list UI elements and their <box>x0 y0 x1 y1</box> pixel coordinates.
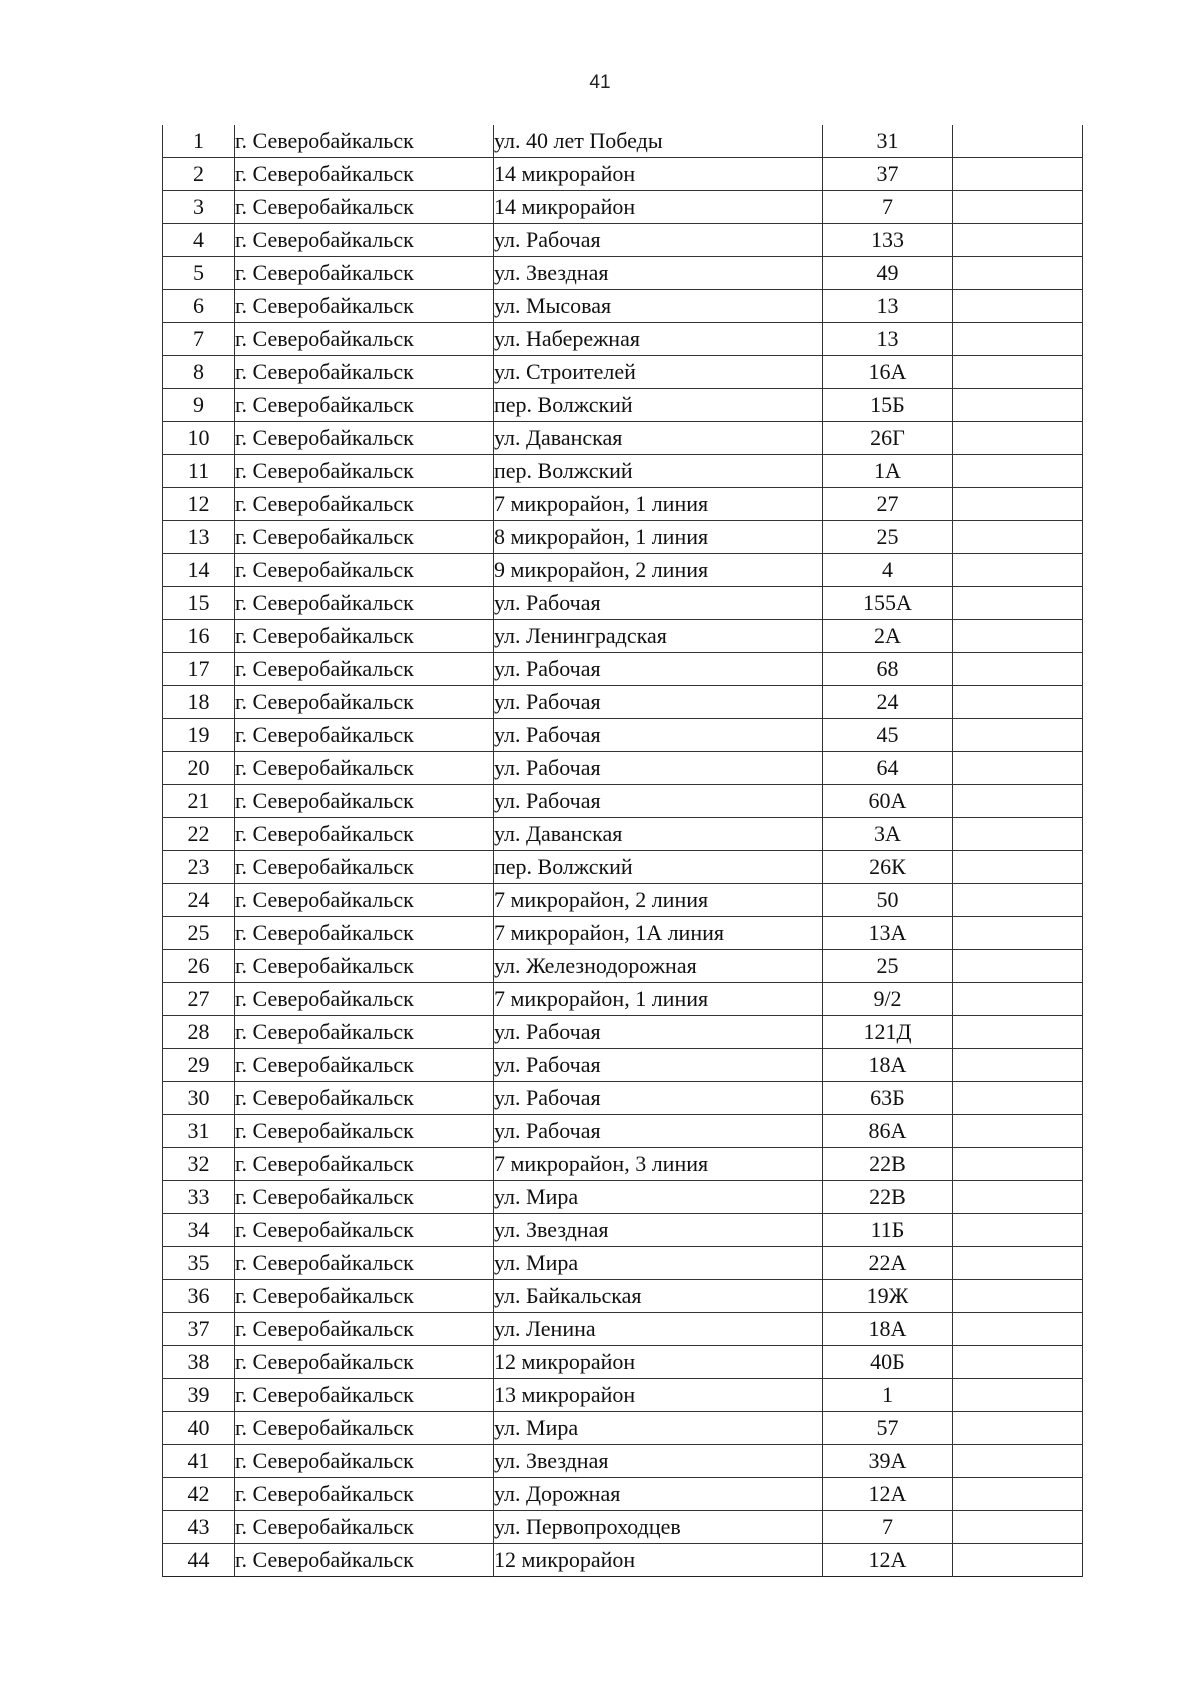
row-number-cell: 40 <box>163 1412 235 1445</box>
table-row <box>163 488 1083 521</box>
street-cell: ул. Набережная <box>494 323 823 356</box>
table-row <box>163 686 1083 719</box>
row-number-cell: 29 <box>163 1049 235 1082</box>
empty-cell <box>953 224 1083 257</box>
city-cell: г. Северобайкальск <box>235 1511 494 1544</box>
table-row <box>163 653 1083 686</box>
city-cell: г. Северобайкальск <box>235 917 494 950</box>
empty-cell <box>953 1082 1083 1115</box>
house-number-cell: 12А <box>823 1478 953 1511</box>
row-number-cell: 2 <box>163 158 235 191</box>
house-number-cell: 13 <box>823 290 953 323</box>
row-number-cell: 21 <box>163 785 235 818</box>
row-number-cell: 17 <box>163 653 235 686</box>
city-cell: г. Северобайкальск <box>235 818 494 851</box>
house-number-cell: 133 <box>823 224 953 257</box>
table-row <box>163 1313 1083 1346</box>
street-cell: ул. Мира <box>494 1247 823 1280</box>
address-table <box>162 125 1083 1577</box>
street-cell: 7 микрорайон, 3 линия <box>494 1148 823 1181</box>
street-cell: ул. Рабочая <box>494 719 823 752</box>
row-number-cell: 43 <box>163 1511 235 1544</box>
row-number-cell: 13 <box>163 521 235 554</box>
street-cell: ул. Рабочая <box>494 653 823 686</box>
city-cell: г. Северобайкальск <box>235 554 494 587</box>
row-number-cell: 20 <box>163 752 235 785</box>
empty-cell <box>953 1379 1083 1412</box>
empty-cell <box>953 1148 1083 1181</box>
street-cell: ул. Рабочая <box>494 686 823 719</box>
row-number-cell: 11 <box>163 455 235 488</box>
city-cell: г. Северобайкальск <box>235 488 494 521</box>
street-cell: ул. Мира <box>494 1181 823 1214</box>
street-cell: 7 микрорайон, 2 линия <box>494 884 823 917</box>
city-cell: г. Северобайкальск <box>235 422 494 455</box>
empty-cell <box>953 719 1083 752</box>
table-row <box>163 224 1083 257</box>
row-number-cell: 35 <box>163 1247 235 1280</box>
house-number-cell: 19Ж <box>823 1280 953 1313</box>
city-cell: г. Северобайкальск <box>235 1346 494 1379</box>
street-cell: ул. Рабочая <box>494 1115 823 1148</box>
street-cell: 7 микрорайон, 1 линия <box>494 488 823 521</box>
table-row <box>163 587 1083 620</box>
row-number-cell: 36 <box>163 1280 235 1313</box>
house-number-cell: 45 <box>823 719 953 752</box>
table-row <box>163 323 1083 356</box>
city-cell: г. Северобайкальск <box>235 224 494 257</box>
house-number-cell: 25 <box>823 521 953 554</box>
city-cell: г. Северобайкальск <box>235 1313 494 1346</box>
city-cell: г. Северобайкальск <box>235 1049 494 1082</box>
row-number-cell: 39 <box>163 1379 235 1412</box>
row-number-cell: 19 <box>163 719 235 752</box>
house-number-cell: 1 <box>823 1379 953 1412</box>
street-cell: 13 микрорайон <box>494 1379 823 1412</box>
empty-cell <box>953 752 1083 785</box>
house-number-cell: 49 <box>823 257 953 290</box>
street-cell: пер. Волжский <box>494 455 823 488</box>
row-number-cell: 27 <box>163 983 235 1016</box>
table-row <box>163 158 1083 191</box>
city-cell: г. Северобайкальск <box>235 1181 494 1214</box>
house-number-cell: 25 <box>823 950 953 983</box>
street-cell: пер. Волжский <box>494 389 823 422</box>
house-number-cell: 50 <box>823 884 953 917</box>
street-cell: ул. Дорожная <box>494 1478 823 1511</box>
table-row <box>163 257 1083 290</box>
empty-cell <box>953 290 1083 323</box>
empty-cell <box>953 488 1083 521</box>
address-table-body <box>163 125 1083 1577</box>
house-number-cell: 7 <box>823 191 953 224</box>
table-row <box>163 785 1083 818</box>
house-number-cell: 24 <box>823 686 953 719</box>
empty-cell <box>953 1049 1083 1082</box>
table-row <box>163 1214 1083 1247</box>
street-cell: ул. Звездная <box>494 1445 823 1478</box>
street-cell: ул. Даванская <box>494 422 823 455</box>
city-cell: г. Северобайкальск <box>235 290 494 323</box>
row-number-cell: 28 <box>163 1016 235 1049</box>
empty-cell <box>953 323 1083 356</box>
street-cell: ул. Рабочая <box>494 1016 823 1049</box>
table-row <box>163 290 1083 323</box>
street-cell: 8 микрорайон, 1 линия <box>494 521 823 554</box>
empty-cell <box>953 158 1083 191</box>
empty-cell <box>953 1016 1083 1049</box>
city-cell: г. Северобайкальск <box>235 323 494 356</box>
row-number-cell: 16 <box>163 620 235 653</box>
house-number-cell: 22В <box>823 1148 953 1181</box>
street-cell: ул. 40 лет Победы <box>494 125 823 158</box>
street-cell: ул. Рабочая <box>494 587 823 620</box>
table-row <box>163 125 1083 158</box>
house-number-cell: 13 <box>823 323 953 356</box>
empty-cell <box>953 1544 1083 1577</box>
empty-cell <box>953 950 1083 983</box>
table-row <box>163 719 1083 752</box>
house-number-cell: 26Г <box>823 422 953 455</box>
table-row <box>163 1280 1083 1313</box>
street-cell: 14 микрорайон <box>494 158 823 191</box>
row-number-cell: 44 <box>163 1544 235 1577</box>
table-row <box>163 1049 1083 1082</box>
table-row <box>163 1181 1083 1214</box>
city-cell: г. Северобайкальск <box>235 356 494 389</box>
empty-cell <box>953 389 1083 422</box>
empty-cell <box>953 191 1083 224</box>
empty-cell <box>953 1313 1083 1346</box>
row-number-cell: 8 <box>163 356 235 389</box>
city-cell: г. Северобайкальск <box>235 1016 494 1049</box>
house-number-cell: 18А <box>823 1049 953 1082</box>
city-cell: г. Северобайкальск <box>235 620 494 653</box>
empty-cell <box>953 620 1083 653</box>
house-number-cell: 64 <box>823 752 953 785</box>
empty-cell <box>953 1346 1083 1379</box>
street-cell: 12 микрорайон <box>494 1544 823 1577</box>
empty-cell <box>953 686 1083 719</box>
table-row <box>163 554 1083 587</box>
street-cell: ул. Байкальская <box>494 1280 823 1313</box>
empty-cell <box>953 554 1083 587</box>
table-row <box>163 620 1083 653</box>
city-cell: г. Северобайкальск <box>235 1412 494 1445</box>
row-number-cell: 22 <box>163 818 235 851</box>
city-cell: г. Северобайкальск <box>235 1148 494 1181</box>
row-number-cell: 23 <box>163 851 235 884</box>
street-cell: ул. Рабочая <box>494 785 823 818</box>
street-cell: пер. Волжский <box>494 851 823 884</box>
house-number-cell: 121Д <box>823 1016 953 1049</box>
house-number-cell: 68 <box>823 653 953 686</box>
row-number-cell: 7 <box>163 323 235 356</box>
house-number-cell: 40Б <box>823 1346 953 1379</box>
row-number-cell: 3 <box>163 191 235 224</box>
house-number-cell: 12А <box>823 1544 953 1577</box>
row-number-cell: 10 <box>163 422 235 455</box>
city-cell: г. Северобайкальск <box>235 653 494 686</box>
city-cell: г. Северобайкальск <box>235 125 494 158</box>
city-cell: г. Северобайкальск <box>235 785 494 818</box>
table-row <box>163 1412 1083 1445</box>
row-number-cell: 24 <box>163 884 235 917</box>
empty-cell <box>953 521 1083 554</box>
house-number-cell: 2А <box>823 620 953 653</box>
empty-cell <box>953 851 1083 884</box>
city-cell: г. Северобайкальск <box>235 950 494 983</box>
street-cell: ул. Мысовая <box>494 290 823 323</box>
table-row <box>163 422 1083 455</box>
house-number-cell: 4 <box>823 554 953 587</box>
city-cell: г. Северобайкальск <box>235 884 494 917</box>
table-row <box>163 1148 1083 1181</box>
row-number-cell: 18 <box>163 686 235 719</box>
empty-cell <box>953 818 1083 851</box>
empty-cell <box>953 587 1083 620</box>
table-row <box>163 1115 1083 1148</box>
row-number-cell: 6 <box>163 290 235 323</box>
house-number-cell: 60А <box>823 785 953 818</box>
street-cell: 7 микрорайон, 1А линия <box>494 917 823 950</box>
table-row <box>163 1247 1083 1280</box>
empty-cell <box>953 884 1083 917</box>
house-number-cell: 39А <box>823 1445 953 1478</box>
row-number-cell: 38 <box>163 1346 235 1379</box>
row-number-cell: 42 <box>163 1478 235 1511</box>
city-cell: г. Северобайкальск <box>235 521 494 554</box>
house-number-cell: 57 <box>823 1412 953 1445</box>
table-row <box>163 818 1083 851</box>
house-number-cell: 3А <box>823 818 953 851</box>
page-number: 41 <box>589 72 611 93</box>
empty-cell <box>953 1214 1083 1247</box>
empty-cell <box>953 422 1083 455</box>
empty-cell <box>953 653 1083 686</box>
row-number-cell: 5 <box>163 257 235 290</box>
empty-cell <box>953 257 1083 290</box>
city-cell: г. Северобайкальск <box>235 587 494 620</box>
city-cell: г. Северобайкальск <box>235 1280 494 1313</box>
table-row <box>163 455 1083 488</box>
row-number-cell: 9 <box>163 389 235 422</box>
city-cell: г. Северобайкальск <box>235 1082 494 1115</box>
house-number-cell: 26К <box>823 851 953 884</box>
house-number-cell: 13А <box>823 917 953 950</box>
city-cell: г. Северобайкальск <box>235 1115 494 1148</box>
table-row <box>163 1379 1083 1412</box>
street-cell: ул. Рабочая <box>494 1049 823 1082</box>
street-cell: ул. Звездная <box>494 1214 823 1247</box>
house-number-cell: 1А <box>823 455 953 488</box>
city-cell: г. Северобайкальск <box>235 686 494 719</box>
table-row <box>163 884 1083 917</box>
empty-cell <box>953 983 1083 1016</box>
city-cell: г. Северобайкальск <box>235 389 494 422</box>
house-number-cell: 22А <box>823 1247 953 1280</box>
table-row <box>163 851 1083 884</box>
table-row <box>163 521 1083 554</box>
row-number-cell: 12 <box>163 488 235 521</box>
table-row <box>163 917 1083 950</box>
row-number-cell: 37 <box>163 1313 235 1346</box>
street-cell: ул. Мира <box>494 1412 823 1445</box>
city-cell: г. Северобайкальск <box>235 1379 494 1412</box>
empty-cell <box>953 1280 1083 1313</box>
row-number-cell: 14 <box>163 554 235 587</box>
house-number-cell: 7 <box>823 1511 953 1544</box>
house-number-cell: 63Б <box>823 1082 953 1115</box>
row-number-cell: 41 <box>163 1445 235 1478</box>
empty-cell <box>953 1412 1083 1445</box>
house-number-cell: 18А <box>823 1313 953 1346</box>
row-number-cell: 25 <box>163 917 235 950</box>
empty-cell <box>953 1247 1083 1280</box>
city-cell: г. Северобайкальск <box>235 1445 494 1478</box>
street-cell: ул. Рабочая <box>494 752 823 785</box>
city-cell: г. Северобайкальск <box>235 1247 494 1280</box>
empty-cell <box>953 1115 1083 1148</box>
empty-cell <box>953 1181 1083 1214</box>
city-cell: г. Северобайкальск <box>235 455 494 488</box>
row-number-cell: 31 <box>163 1115 235 1148</box>
street-cell: 14 микрорайон <box>494 191 823 224</box>
street-cell: ул. Даванская <box>494 818 823 851</box>
row-number-cell: 26 <box>163 950 235 983</box>
table-row <box>163 1544 1083 1577</box>
city-cell: г. Северобайкальск <box>235 1544 494 1577</box>
table-row <box>163 356 1083 389</box>
city-cell: г. Северобайкальск <box>235 1478 494 1511</box>
house-number-cell: 11Б <box>823 1214 953 1247</box>
street-cell: ул. Ленина <box>494 1313 823 1346</box>
city-cell: г. Северобайкальск <box>235 257 494 290</box>
street-cell: 7 микрорайон, 1 линия <box>494 983 823 1016</box>
house-number-cell: 86А <box>823 1115 953 1148</box>
table-row <box>163 983 1083 1016</box>
street-cell: 12 микрорайон <box>494 1346 823 1379</box>
row-number-cell: 32 <box>163 1148 235 1181</box>
city-cell: г. Северобайкальск <box>235 191 494 224</box>
street-cell: ул. Железнодорожная <box>494 950 823 983</box>
table-row <box>163 191 1083 224</box>
table-row <box>163 1082 1083 1115</box>
street-cell: 9 микрорайон, 2 линия <box>494 554 823 587</box>
table-row <box>163 1478 1083 1511</box>
empty-cell <box>953 917 1083 950</box>
city-cell: г. Северобайкальск <box>235 851 494 884</box>
row-number-cell: 4 <box>163 224 235 257</box>
table-row <box>163 1016 1083 1049</box>
street-cell: ул. Первопроходцев <box>494 1511 823 1544</box>
house-number-cell: 31 <box>823 125 953 158</box>
city-cell: г. Северобайкальск <box>235 158 494 191</box>
house-number-cell: 22В <box>823 1181 953 1214</box>
row-number-cell: 30 <box>163 1082 235 1115</box>
house-number-cell: 37 <box>823 158 953 191</box>
city-cell: г. Северобайкальск <box>235 719 494 752</box>
row-number-cell: 1 <box>163 125 235 158</box>
empty-cell <box>953 125 1083 158</box>
city-cell: г. Северобайкальск <box>235 983 494 1016</box>
street-cell: ул. Звездная <box>494 257 823 290</box>
street-cell: ул. Строителей <box>494 356 823 389</box>
table-row <box>163 1511 1083 1544</box>
house-number-cell: 15Б <box>823 389 953 422</box>
table-row <box>163 752 1083 785</box>
row-number-cell: 15 <box>163 587 235 620</box>
table-row <box>163 1346 1083 1379</box>
empty-cell <box>953 356 1083 389</box>
row-number-cell: 33 <box>163 1181 235 1214</box>
street-cell: ул. Рабочая <box>494 224 823 257</box>
empty-cell <box>953 785 1083 818</box>
street-cell: ул. Ленинградская <box>494 620 823 653</box>
empty-cell <box>953 1478 1083 1511</box>
house-number-cell: 155А <box>823 587 953 620</box>
house-number-cell: 16А <box>823 356 953 389</box>
empty-cell <box>953 1445 1083 1478</box>
empty-cell <box>953 455 1083 488</box>
street-cell: ул. Рабочая <box>494 1082 823 1115</box>
empty-cell <box>953 1511 1083 1544</box>
row-number-cell: 34 <box>163 1214 235 1247</box>
city-cell: г. Северобайкальск <box>235 752 494 785</box>
house-number-cell: 27 <box>823 488 953 521</box>
house-number-cell: 9/2 <box>823 983 953 1016</box>
table-row <box>163 1445 1083 1478</box>
table-row <box>163 950 1083 983</box>
city-cell: г. Северобайкальск <box>235 1214 494 1247</box>
table-row <box>163 389 1083 422</box>
